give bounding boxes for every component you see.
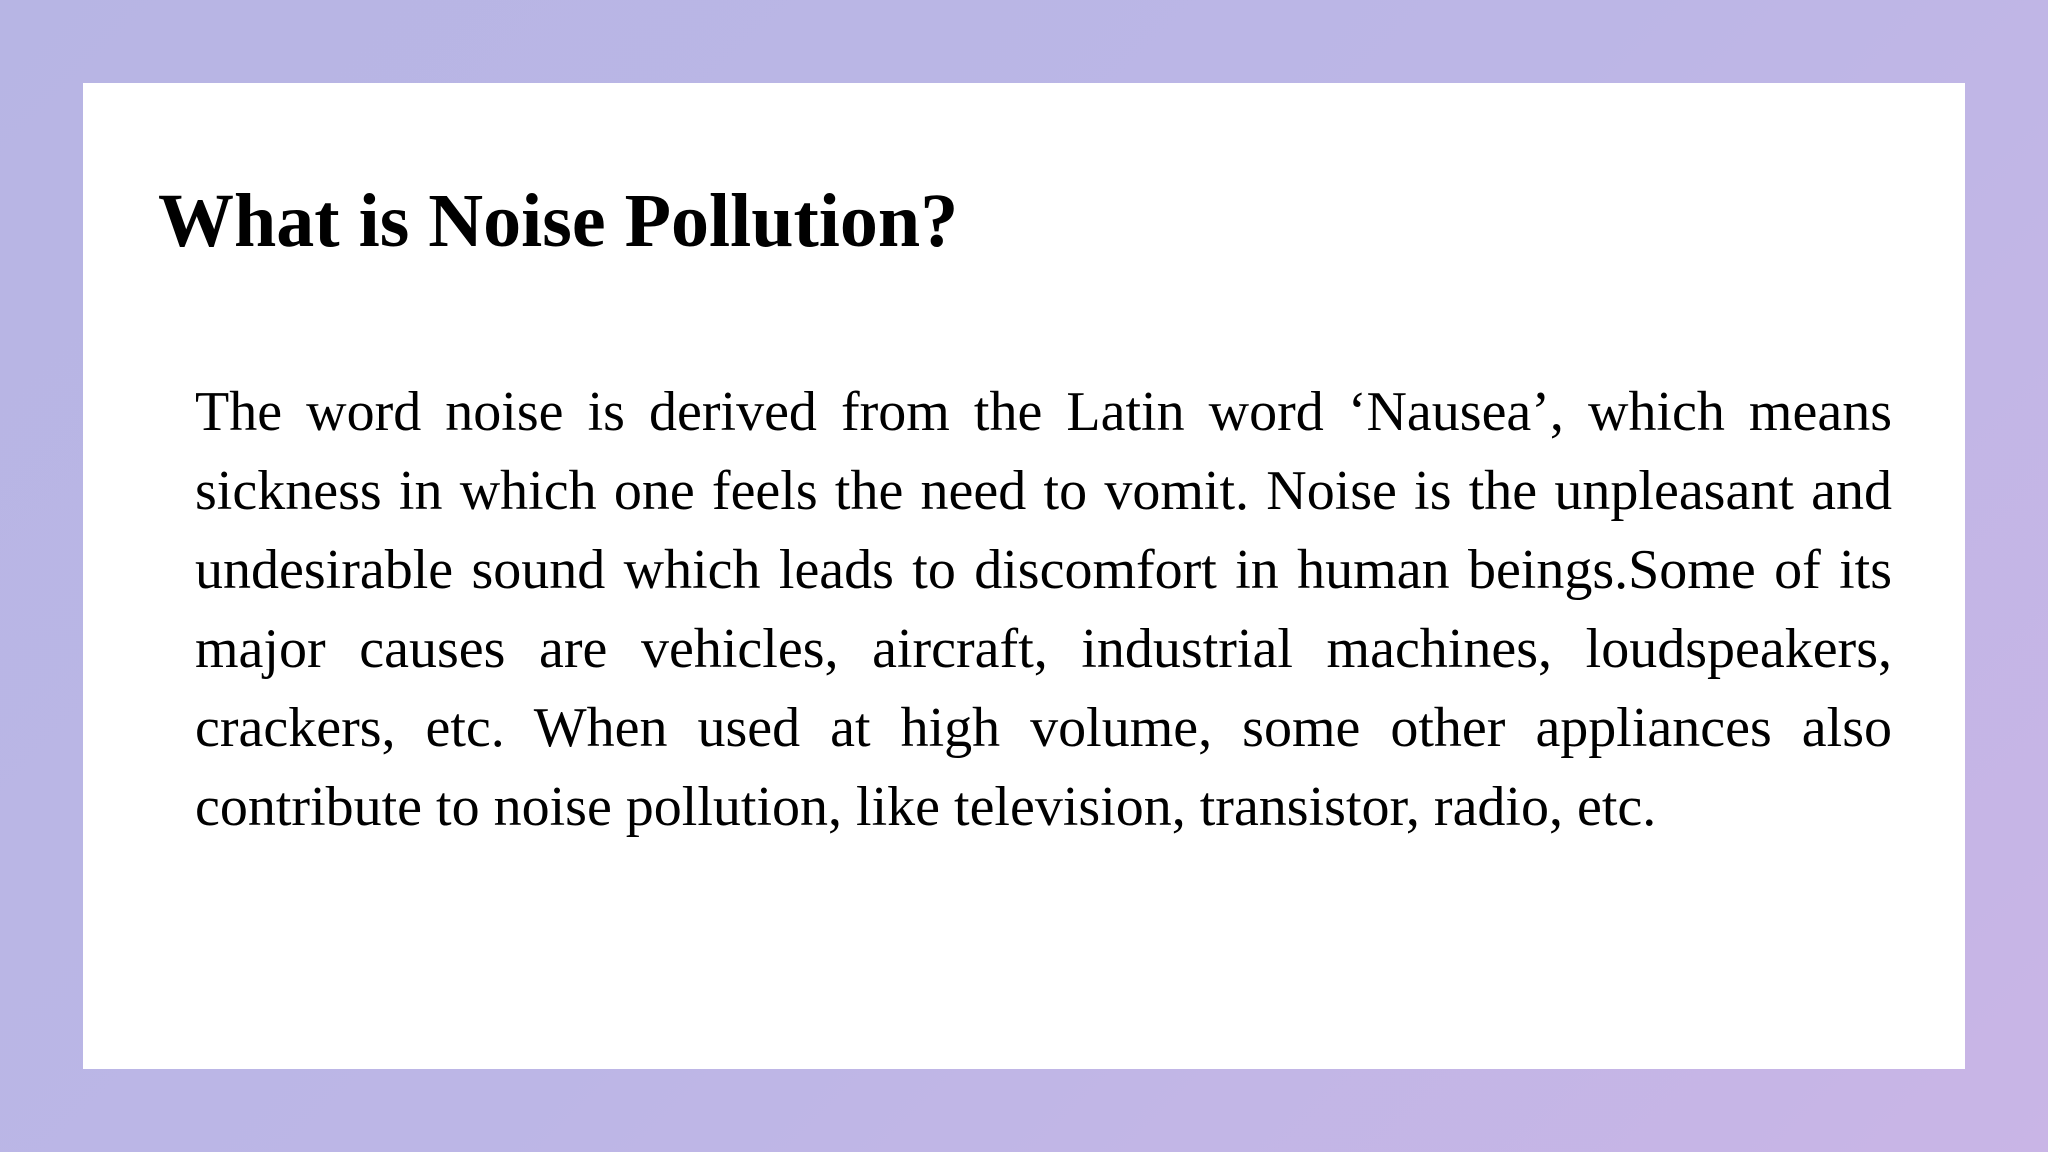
slide-title: What is Noise Pollution? — [158, 179, 959, 263]
slide-body-text: The word noise is derived from the Latin word ‘Nausea’, which means sickness in which one feels the need to vomit. Noise is the unpleasant and undesirable sound which leads to discomfort in human beings.Some of its major causes are vehicles, aircraft, industrial machines, loudspeakers, crackers, etc. When used at high volume, some other appliances also contribute to noise pollution, like television, transistor, radio, etc. — [195, 381, 1892, 838]
slide-card — [83, 83, 1965, 1069]
